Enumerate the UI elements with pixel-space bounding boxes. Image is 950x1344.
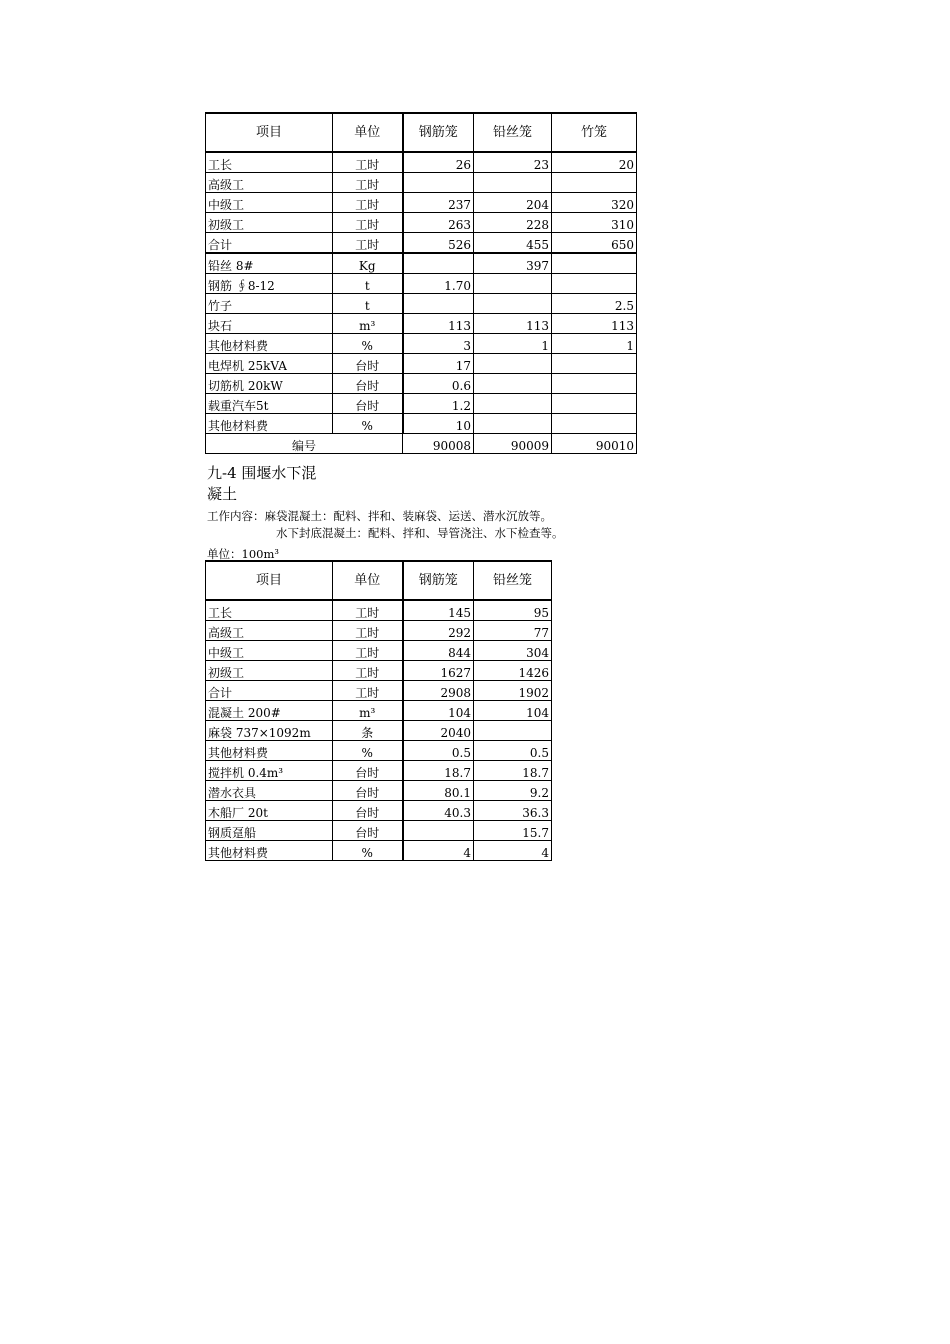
table-row <box>206 641 552 661</box>
row-value-cell: 397 <box>474 253 552 274</box>
work-content-line2: 水下封底混凝土：配料、拌和、导管浇注、水下检查等。 <box>276 526 564 540</box>
table-row <box>206 233 637 254</box>
row-value-cell <box>403 253 474 274</box>
row-item-cell: 高级工 <box>206 621 333 641</box>
table-row <box>206 334 637 354</box>
code-value: 90008 <box>403 434 474 454</box>
row-value-cell: 0.5 <box>474 741 552 761</box>
row-value-cell: 844 <box>403 641 474 661</box>
row-value-cell: 113 <box>403 314 474 334</box>
row-value-cell: 104 <box>403 701 474 721</box>
row-value-cell: 145 <box>403 600 474 621</box>
row-value-cell: 3 <box>403 334 474 354</box>
row-value-cell: 4 <box>403 841 474 861</box>
header-col-1: 钢筋笼 <box>403 113 474 152</box>
row-value-cell <box>474 354 552 374</box>
header-unit: 单位 <box>333 561 403 600</box>
row-value-cell: 4 <box>474 841 552 861</box>
row-value-cell: 1 <box>474 334 552 354</box>
row-unit-cell: 工时 <box>333 213 403 233</box>
table-row <box>206 821 552 841</box>
table-row <box>206 253 637 274</box>
code-row <box>206 434 637 454</box>
row-value-cell <box>552 354 637 374</box>
row-unit-cell: Kg <box>333 253 403 274</box>
row-value-cell: 40.3 <box>403 801 474 821</box>
row-unit-cell: 工时 <box>333 641 403 661</box>
row-item-cell: 钢筋 ∮8-12 <box>206 274 333 294</box>
work-content-line1: 工作内容：麻袋混凝土：配料、拌和、装麻袋、运送、潜水沉放等。 <box>207 509 552 523</box>
row-value-cell: 650 <box>552 233 637 254</box>
row-value-cell <box>474 374 552 394</box>
table-row <box>206 621 552 641</box>
row-value-cell: 2.5 <box>552 294 637 314</box>
row-item-cell: 搅拌机 0.4m³ <box>206 761 333 781</box>
row-value-cell: 455 <box>474 233 552 254</box>
row-item-cell: 电焊机 25kVA <box>206 354 333 374</box>
row-value-cell: 10 <box>403 414 474 434</box>
row-value-cell: 95 <box>474 600 552 621</box>
table-row <box>206 701 552 721</box>
row-unit-cell: 工时 <box>333 681 403 701</box>
quota-table-2 <box>205 560 552 861</box>
row-item-cell: 其他材料费 <box>206 741 333 761</box>
section-title-line2: 凝土 <box>207 485 238 503</box>
row-value-cell: 2908 <box>403 681 474 701</box>
row-unit-cell: % <box>333 414 403 434</box>
row-value-cell <box>552 374 637 394</box>
row-item-cell: 块石 <box>206 314 333 334</box>
row-value-cell: 113 <box>474 314 552 334</box>
row-value-cell: 36.3 <box>474 801 552 821</box>
section-number: 九-4 <box>207 464 237 482</box>
header-unit: 单位 <box>333 113 403 152</box>
row-value-cell: 9.2 <box>474 781 552 801</box>
row-unit-cell: % <box>333 841 403 861</box>
row-value-cell <box>403 821 474 841</box>
row-unit-cell: 台时 <box>333 781 403 801</box>
row-unit-cell: 工时 <box>333 193 403 213</box>
row-value-cell: 526 <box>403 233 474 254</box>
row-value-cell: 1.70 <box>403 274 474 294</box>
row-item-cell: 钢质趸船 <box>206 821 333 841</box>
row-value-cell: 292 <box>403 621 474 641</box>
row-unit-cell: % <box>333 741 403 761</box>
row-item-cell: 麻袋 737×1092m <box>206 721 333 741</box>
row-value-cell: 1.2 <box>403 394 474 414</box>
code-value: 90009 <box>474 434 552 454</box>
row-value-cell: 1627 <box>403 661 474 681</box>
table-row <box>206 394 637 414</box>
row-value-cell: 2040 <box>403 721 474 741</box>
table-row <box>206 781 552 801</box>
row-unit-cell: 工时 <box>333 152 403 173</box>
row-unit-cell: 台时 <box>333 801 403 821</box>
table-row <box>206 294 637 314</box>
row-item-cell: 木船厂 20t <box>206 801 333 821</box>
section-title-line1 <box>207 463 316 483</box>
row-item-cell: 载重汽车5t <box>206 394 333 414</box>
section-title-text: 围堰水下混 <box>241 464 317 482</box>
table-row <box>206 354 637 374</box>
row-value-cell: 20 <box>552 152 637 173</box>
table-header-row <box>206 561 552 600</box>
row-unit-cell: % <box>333 334 403 354</box>
row-item-cell: 中级工 <box>206 193 333 213</box>
row-item-cell: 高级工 <box>206 173 333 193</box>
row-value-cell: 104 <box>474 701 552 721</box>
row-value-cell: 113 <box>552 314 637 334</box>
row-value-cell <box>552 173 637 193</box>
row-unit-cell: 工时 <box>333 600 403 621</box>
row-value-cell: 0.6 <box>403 374 474 394</box>
row-item-cell: 竹子 <box>206 294 333 314</box>
table-row <box>206 681 552 701</box>
row-item-cell: 其他材料费 <box>206 414 333 434</box>
row-value-cell: 1 <box>552 334 637 354</box>
row-item-cell: 初级工 <box>206 661 333 681</box>
row-unit-cell: 台时 <box>333 761 403 781</box>
table-row <box>206 314 637 334</box>
row-item-cell: 其他材料费 <box>206 334 333 354</box>
code-value: 90010 <box>552 434 637 454</box>
row-item-cell: 工长 <box>206 152 333 173</box>
row-value-cell <box>474 721 552 741</box>
table-row <box>206 274 637 294</box>
row-value-cell <box>474 274 552 294</box>
row-item-cell: 工长 <box>206 600 333 621</box>
row-unit-cell: 工时 <box>333 661 403 681</box>
row-value-cell: 17 <box>403 354 474 374</box>
row-unit-cell: 台时 <box>333 394 403 414</box>
row-value-cell <box>552 394 637 414</box>
table-row <box>206 761 552 781</box>
row-item-cell: 初级工 <box>206 213 333 233</box>
row-value-cell <box>403 173 474 193</box>
row-unit-cell: m³ <box>333 701 403 721</box>
table-row <box>206 193 637 213</box>
row-unit-cell: 工时 <box>333 621 403 641</box>
table-row <box>206 661 552 681</box>
row-value-cell <box>552 274 637 294</box>
row-value-cell: 263 <box>403 213 474 233</box>
row-value-cell: 204 <box>474 193 552 213</box>
table-row <box>206 841 552 861</box>
row-value-cell: 310 <box>552 213 637 233</box>
row-item-cell: 中级工 <box>206 641 333 661</box>
row-value-cell: 18.7 <box>474 761 552 781</box>
row-value-cell <box>552 414 637 434</box>
row-unit-cell: 台时 <box>333 374 403 394</box>
header-col-2: 铅丝笼 <box>474 561 552 600</box>
table-row <box>206 173 637 193</box>
quota-table-1 <box>205 112 637 454</box>
row-item-cell: 合计 <box>206 233 333 254</box>
row-value-cell: 77 <box>474 621 552 641</box>
table-row <box>206 600 552 621</box>
header-col-3: 竹笼 <box>552 113 637 152</box>
row-value-cell: 23 <box>474 152 552 173</box>
row-value-cell: 18.7 <box>403 761 474 781</box>
unit-line: 单位：100m³ <box>207 547 279 561</box>
row-item-cell: 潜水衣具 <box>206 781 333 801</box>
row-unit-cell: t <box>333 274 403 294</box>
row-value-cell: 304 <box>474 641 552 661</box>
row-item-cell: 其他材料费 <box>206 841 333 861</box>
row-value-cell: 237 <box>403 193 474 213</box>
row-item-cell: 切筋机 20kW <box>206 374 333 394</box>
row-unit-cell: t <box>333 294 403 314</box>
row-value-cell: 26 <box>403 152 474 173</box>
row-unit-cell: 工时 <box>333 173 403 193</box>
row-value-cell <box>474 173 552 193</box>
row-value-cell: 1902 <box>474 681 552 701</box>
row-item-cell: 合计 <box>206 681 333 701</box>
row-unit-cell: 台时 <box>333 354 403 374</box>
row-value-cell: 228 <box>474 213 552 233</box>
row-value-cell <box>474 414 552 434</box>
row-value-cell: 1426 <box>474 661 552 681</box>
header-col-2: 铅丝笼 <box>474 113 552 152</box>
row-unit-cell: 工时 <box>333 233 403 254</box>
table-row <box>206 414 637 434</box>
row-value-cell <box>552 253 637 274</box>
row-value-cell <box>474 294 552 314</box>
row-unit-cell: m³ <box>333 314 403 334</box>
table-row <box>206 374 637 394</box>
row-value-cell: 320 <box>552 193 637 213</box>
table-row <box>206 152 637 173</box>
table-row <box>206 801 552 821</box>
row-value-cell <box>474 394 552 414</box>
row-item-cell: 混凝土 200# <box>206 701 333 721</box>
row-unit-cell: 条 <box>333 721 403 741</box>
header-col-1: 钢筋笼 <box>403 561 474 600</box>
table-row <box>206 741 552 761</box>
table-header-row <box>206 113 637 152</box>
table-row <box>206 721 552 741</box>
header-item: 项目 <box>206 113 333 152</box>
row-value-cell <box>403 294 474 314</box>
row-unit-cell: 台时 <box>333 821 403 841</box>
row-value-cell: 0.5 <box>403 741 474 761</box>
row-value-cell: 80.1 <box>403 781 474 801</box>
table-row <box>206 213 637 233</box>
code-label: 编号 <box>206 434 403 454</box>
header-item: 项目 <box>206 561 333 600</box>
row-item-cell: 铅丝 8# <box>206 253 333 274</box>
row-value-cell: 15.7 <box>474 821 552 841</box>
